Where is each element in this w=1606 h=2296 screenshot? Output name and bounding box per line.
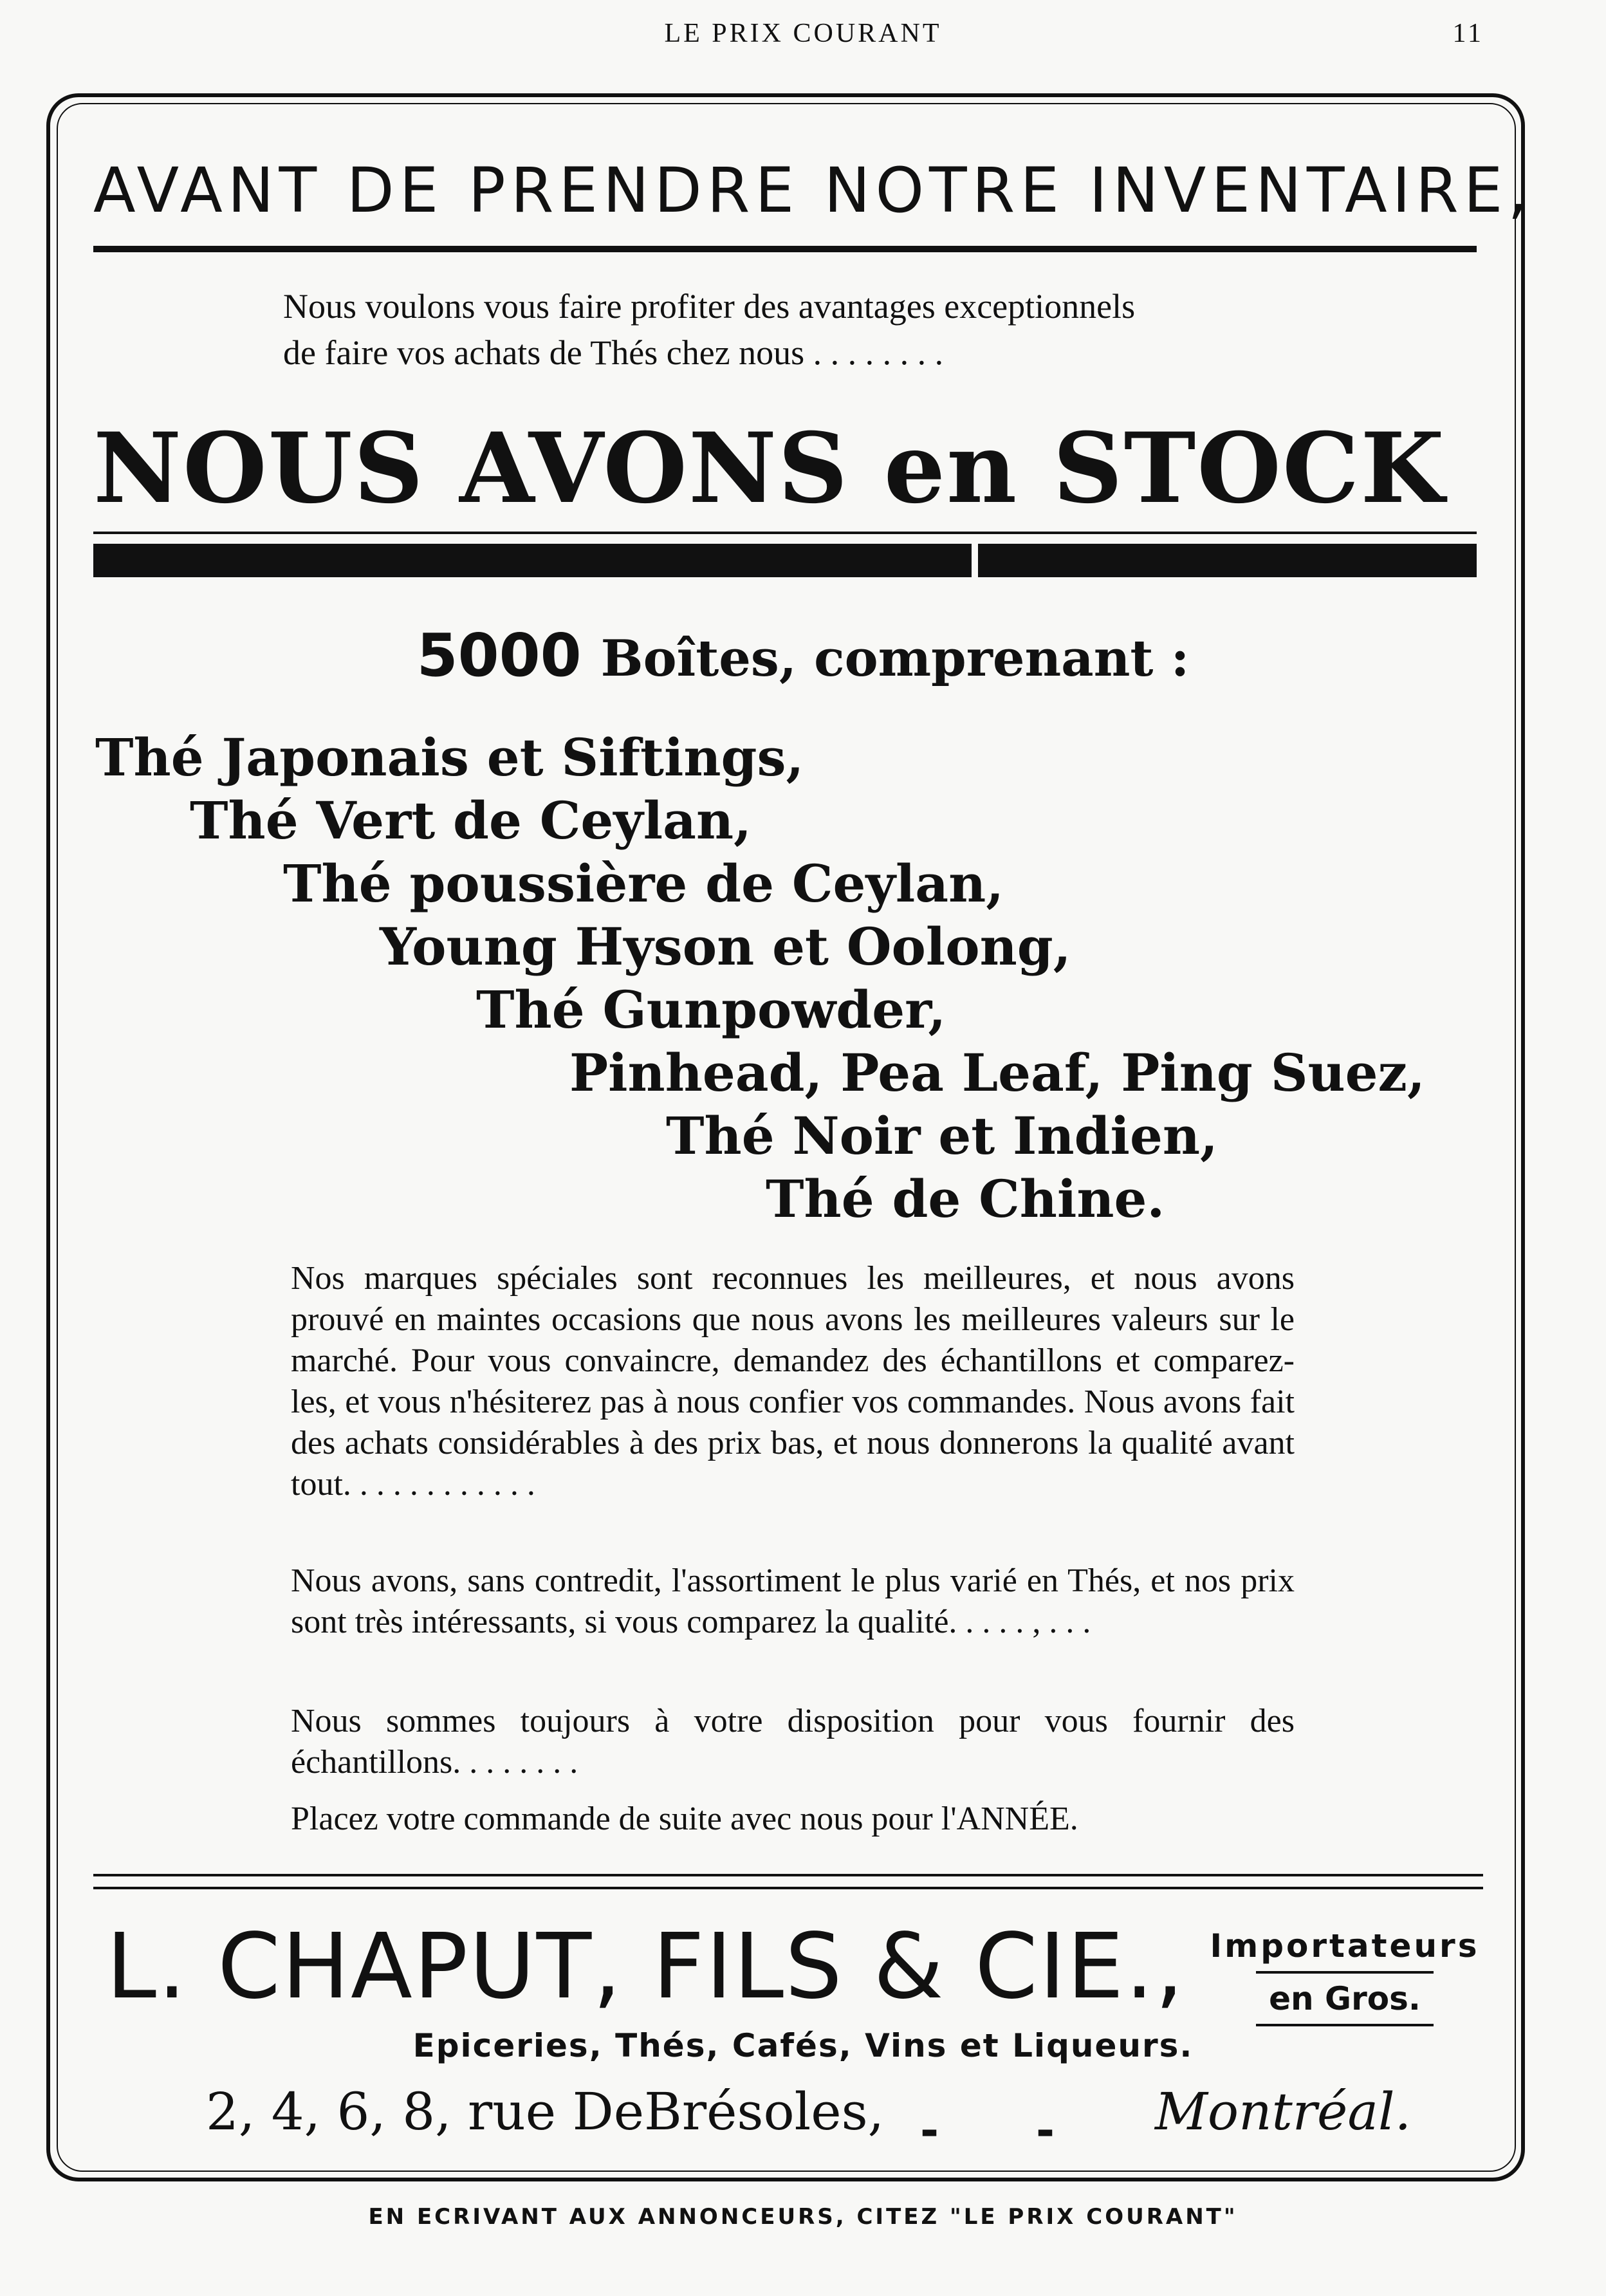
- rule: [93, 1887, 1483, 1889]
- tea-item: Thé poussière de Ceylan,: [283, 853, 1004, 914]
- heavy-rule: [93, 544, 972, 577]
- subhead: [0, 621, 1606, 690]
- company-name: L. CHAPUT, FILS & CIE.,: [106, 1914, 1185, 2019]
- tea-item: Young Hyson et Oolong,: [380, 916, 1071, 977]
- tea-item: Thé de Chine.: [766, 1169, 1165, 1229]
- separator-dash: -: [1036, 2104, 1055, 2157]
- intro-line: de faire vos achats de Thés chez nous . . . . . . . .: [283, 333, 944, 372]
- body-paragraph: Nous sommes toujours à votre disposition pour vous fournir des échantillons. . . . . . . .: [291, 1703, 1295, 1781]
- tea-item: Thé Japonais et Siftings,: [95, 727, 804, 788]
- page-footer: EN ECRIVANT AUX ANNONCEURS, CITEZ "LE PRIX COURANT": [368, 2204, 1238, 2230]
- headline-inventory: AVANT DE PRENDRE NOTRE INVENTAIRE,: [93, 154, 1533, 227]
- body-paragraph: Nos marques spéciales sont reconnues les meilleures, et nous avons prouvé en maintes occasions que nous avons les meilleures valeurs sur le marché. Pour vous convaincre, demandez des échantillons et comparez-les, et vous n'hésiterez pas à nous confier vos commandes. Nous avons fait des achats considérables à des prix bas, et nous donnerons la qualité avant tout. . . . . . . . . . . .: [291, 1260, 1295, 1503]
- importer-line: Importateurs: [1210, 1927, 1480, 1965]
- box-count: 5000: [416, 621, 582, 690]
- importer-label: [1210, 1921, 1480, 2026]
- body-paragraph: Nous avons, sans contredit, l'assortiment le plus varié en Thés, et nos prix sont très intéressants, si vous comparez la qualité. . . . . , . . .: [291, 1562, 1295, 1640]
- page-number: 11: [1452, 19, 1484, 48]
- headline-stock: NOUS AVONS en STOCK: [93, 412, 1446, 525]
- body-paragraph: Placez votre commande de suite avec nous pour l'ANNÉE.: [291, 1801, 1078, 1837]
- tea-item: Thé Gunpowder,: [476, 979, 946, 1040]
- tea-item: Thé Noir et Indien,: [666, 1106, 1218, 1166]
- intro-text: [283, 283, 1325, 376]
- street-address: 2, 4, 6, 8, rue DeBrésoles,: [206, 2082, 885, 2142]
- importer-line: en Gros.: [1256, 1971, 1434, 2026]
- rule: [93, 532, 1477, 534]
- journal-title: LE PRIX COURANT: [664, 19, 942, 48]
- rule: [93, 246, 1477, 252]
- page-header: [0, 18, 1606, 57]
- products-line: Epiceries, Thés, Cafés, Vins et Liqueurs.: [412, 2027, 1194, 2064]
- tea-item: Thé Vert de Ceylan,: [190, 790, 752, 851]
- subhead-text: Boîtes, comprenant :: [600, 629, 1190, 688]
- rule: [93, 1874, 1483, 1876]
- intro-line: Nous voulons vous faire profiter des avantages exceptionnels: [283, 287, 1136, 326]
- heavy-rule: [978, 544, 1477, 577]
- city: Montréal.: [1155, 2082, 1412, 2142]
- separator-dash: -: [920, 2104, 939, 2157]
- tea-item: Pinhead, Pea Leaf, Ping Suez,: [569, 1042, 1425, 1103]
